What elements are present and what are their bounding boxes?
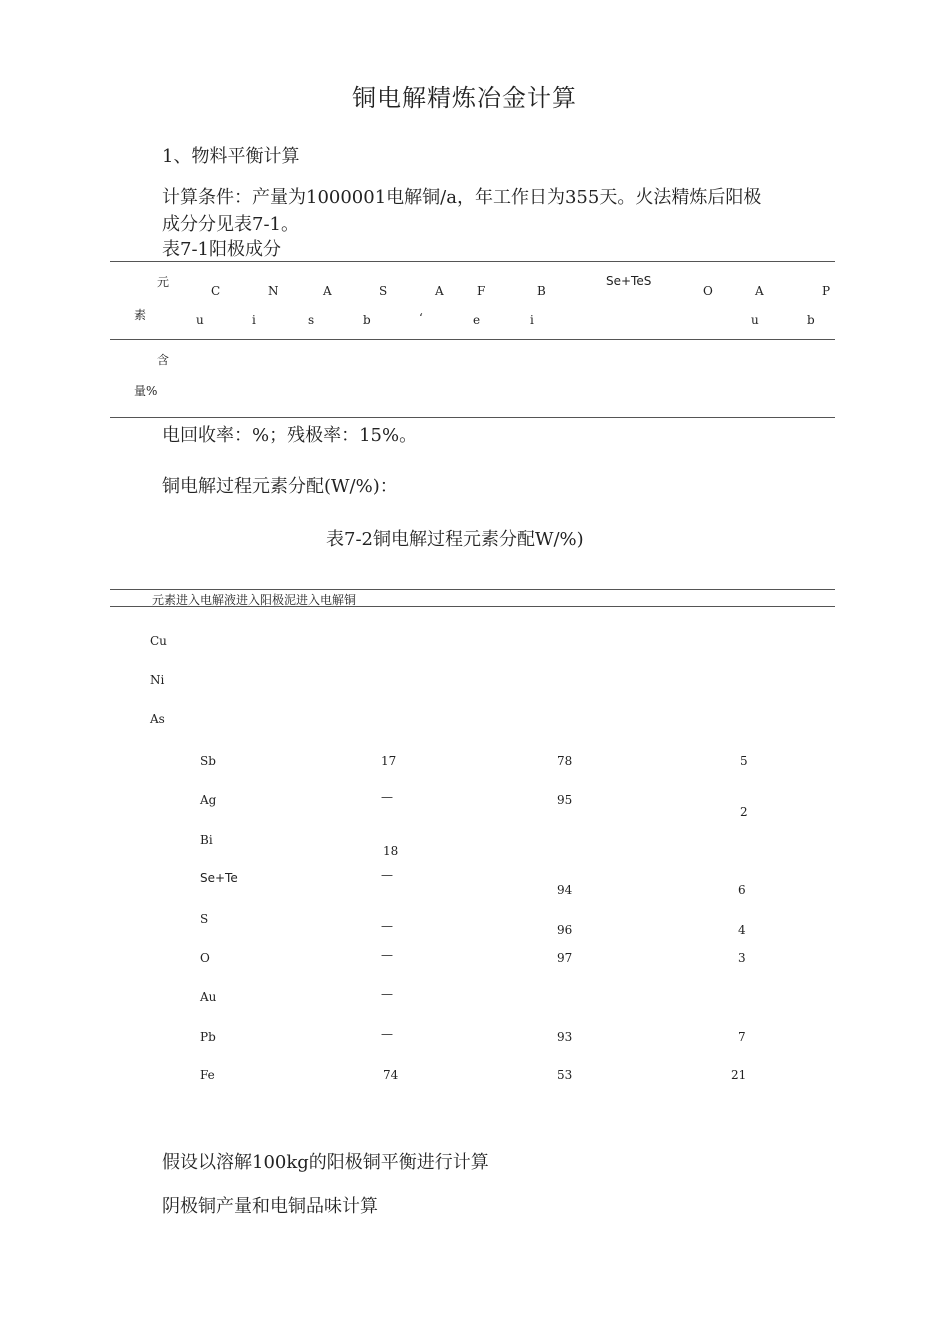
slime-value: 97 [557,951,573,965]
content-label-bottom: 量% [134,384,158,398]
element-symbol-bottom: u [751,313,759,327]
assumption-line: 假设以溶解100kg的阳极铜平衡进行计算 [162,1152,489,1173]
row-element: O [200,951,210,965]
row-element: Fe [200,1068,215,1082]
row-element: Au [200,990,217,1004]
distribution-intro: 铜电解过程元素分配(W/%)： [162,476,398,497]
element-symbol-bottom: e [473,313,481,327]
row-element: Ag [200,793,217,807]
slime-value: 94 [557,883,573,897]
row-element: Se+Te [200,871,238,885]
element-symbol-top: N [268,284,279,298]
element-symbol-bottom: ‘ [419,311,423,325]
element-label: As [150,712,165,726]
table2-top-rule [110,589,835,590]
table2-caption: 表7-2铜电解过程元素分配W/%) [326,529,584,550]
element-symbol-top: O [703,284,713,298]
slime-value: 95 [557,793,573,807]
electrolyte-value: — [381,1027,393,1041]
cathode-value: 7 [738,1030,746,1044]
row-element: Bi [200,833,213,847]
element-symbol-bottom: s [308,313,315,327]
cathode-value: 5 [740,754,748,768]
conditions-line-1: 计算条件：产量为1000001电解铜/a，年工作日为355天。火法精炼后阳极 [162,187,762,208]
electrolyte-value: — [381,868,393,882]
electrolyte-value: — [381,948,393,962]
conditions-line-2: 成分分见表7-1。 [162,214,299,235]
electrolyte-value: 17 [381,754,397,768]
slime-value: 53 [557,1068,573,1082]
row-element: Sb [200,754,216,768]
element-symbol-top: A [435,284,444,298]
slime-value: 96 [557,923,573,937]
recovery-rate-line: 电回收率：%；残极率：15%。 [162,425,418,446]
slime-value: 93 [557,1030,573,1044]
row-element: S [200,912,209,926]
electrolyte-value: 74 [383,1068,399,1082]
element-label: Cu [150,634,167,648]
element-symbol-top: B [537,284,546,298]
row-element: Pb [200,1030,216,1044]
table1-bottom-rule [110,417,835,418]
cathode-calc-heading: 阴极铜产量和电铜品味计算 [162,1196,378,1217]
element-symbol-bottom: b [807,313,815,327]
element-symbol-top: A [323,284,332,298]
cathode-value: 21 [731,1068,747,1082]
element-header-bottom: 素 [134,308,147,322]
electrolyte-value: — [381,919,393,933]
slime-value: 78 [557,754,573,768]
element-symbol-top: S [379,284,388,298]
electrolyte-value: — [381,790,393,804]
element-symbol-top: A [755,284,764,298]
table2-header: 元素进入电解液进入阳极泥进入电解铜 [152,593,357,607]
table1-mid-rule [110,339,835,340]
table1-top-rule [110,261,835,262]
electrolyte-value: 18 [383,844,399,858]
table1-caption: 表7-1阳极成分 [162,239,281,260]
page-title: 铜电解精炼冶金计算 [352,84,577,112]
element-symbol-top: P [822,284,831,298]
cathode-value: 2 [740,805,748,819]
element-symbol-bottom: i [530,313,534,327]
cathode-value: 6 [738,883,746,897]
element-label: Ni [150,673,165,687]
cathode-value: 3 [738,951,746,965]
element-header-top: 元 [157,275,170,289]
cathode-value: 4 [738,923,746,937]
element-symbol-top: F [477,284,486,298]
element-symbol-bottom: b [363,313,371,327]
element-symbol-bottom: u [196,313,204,327]
section-heading: 1、物料平衡计算 [162,146,300,167]
element-symbol-top: Se+TeS [606,274,652,288]
electrolyte-value: — [381,987,393,1001]
element-symbol-bottom: i [252,313,256,327]
content-label-top: 含 [157,353,170,367]
element-symbol-top: C [211,284,221,298]
